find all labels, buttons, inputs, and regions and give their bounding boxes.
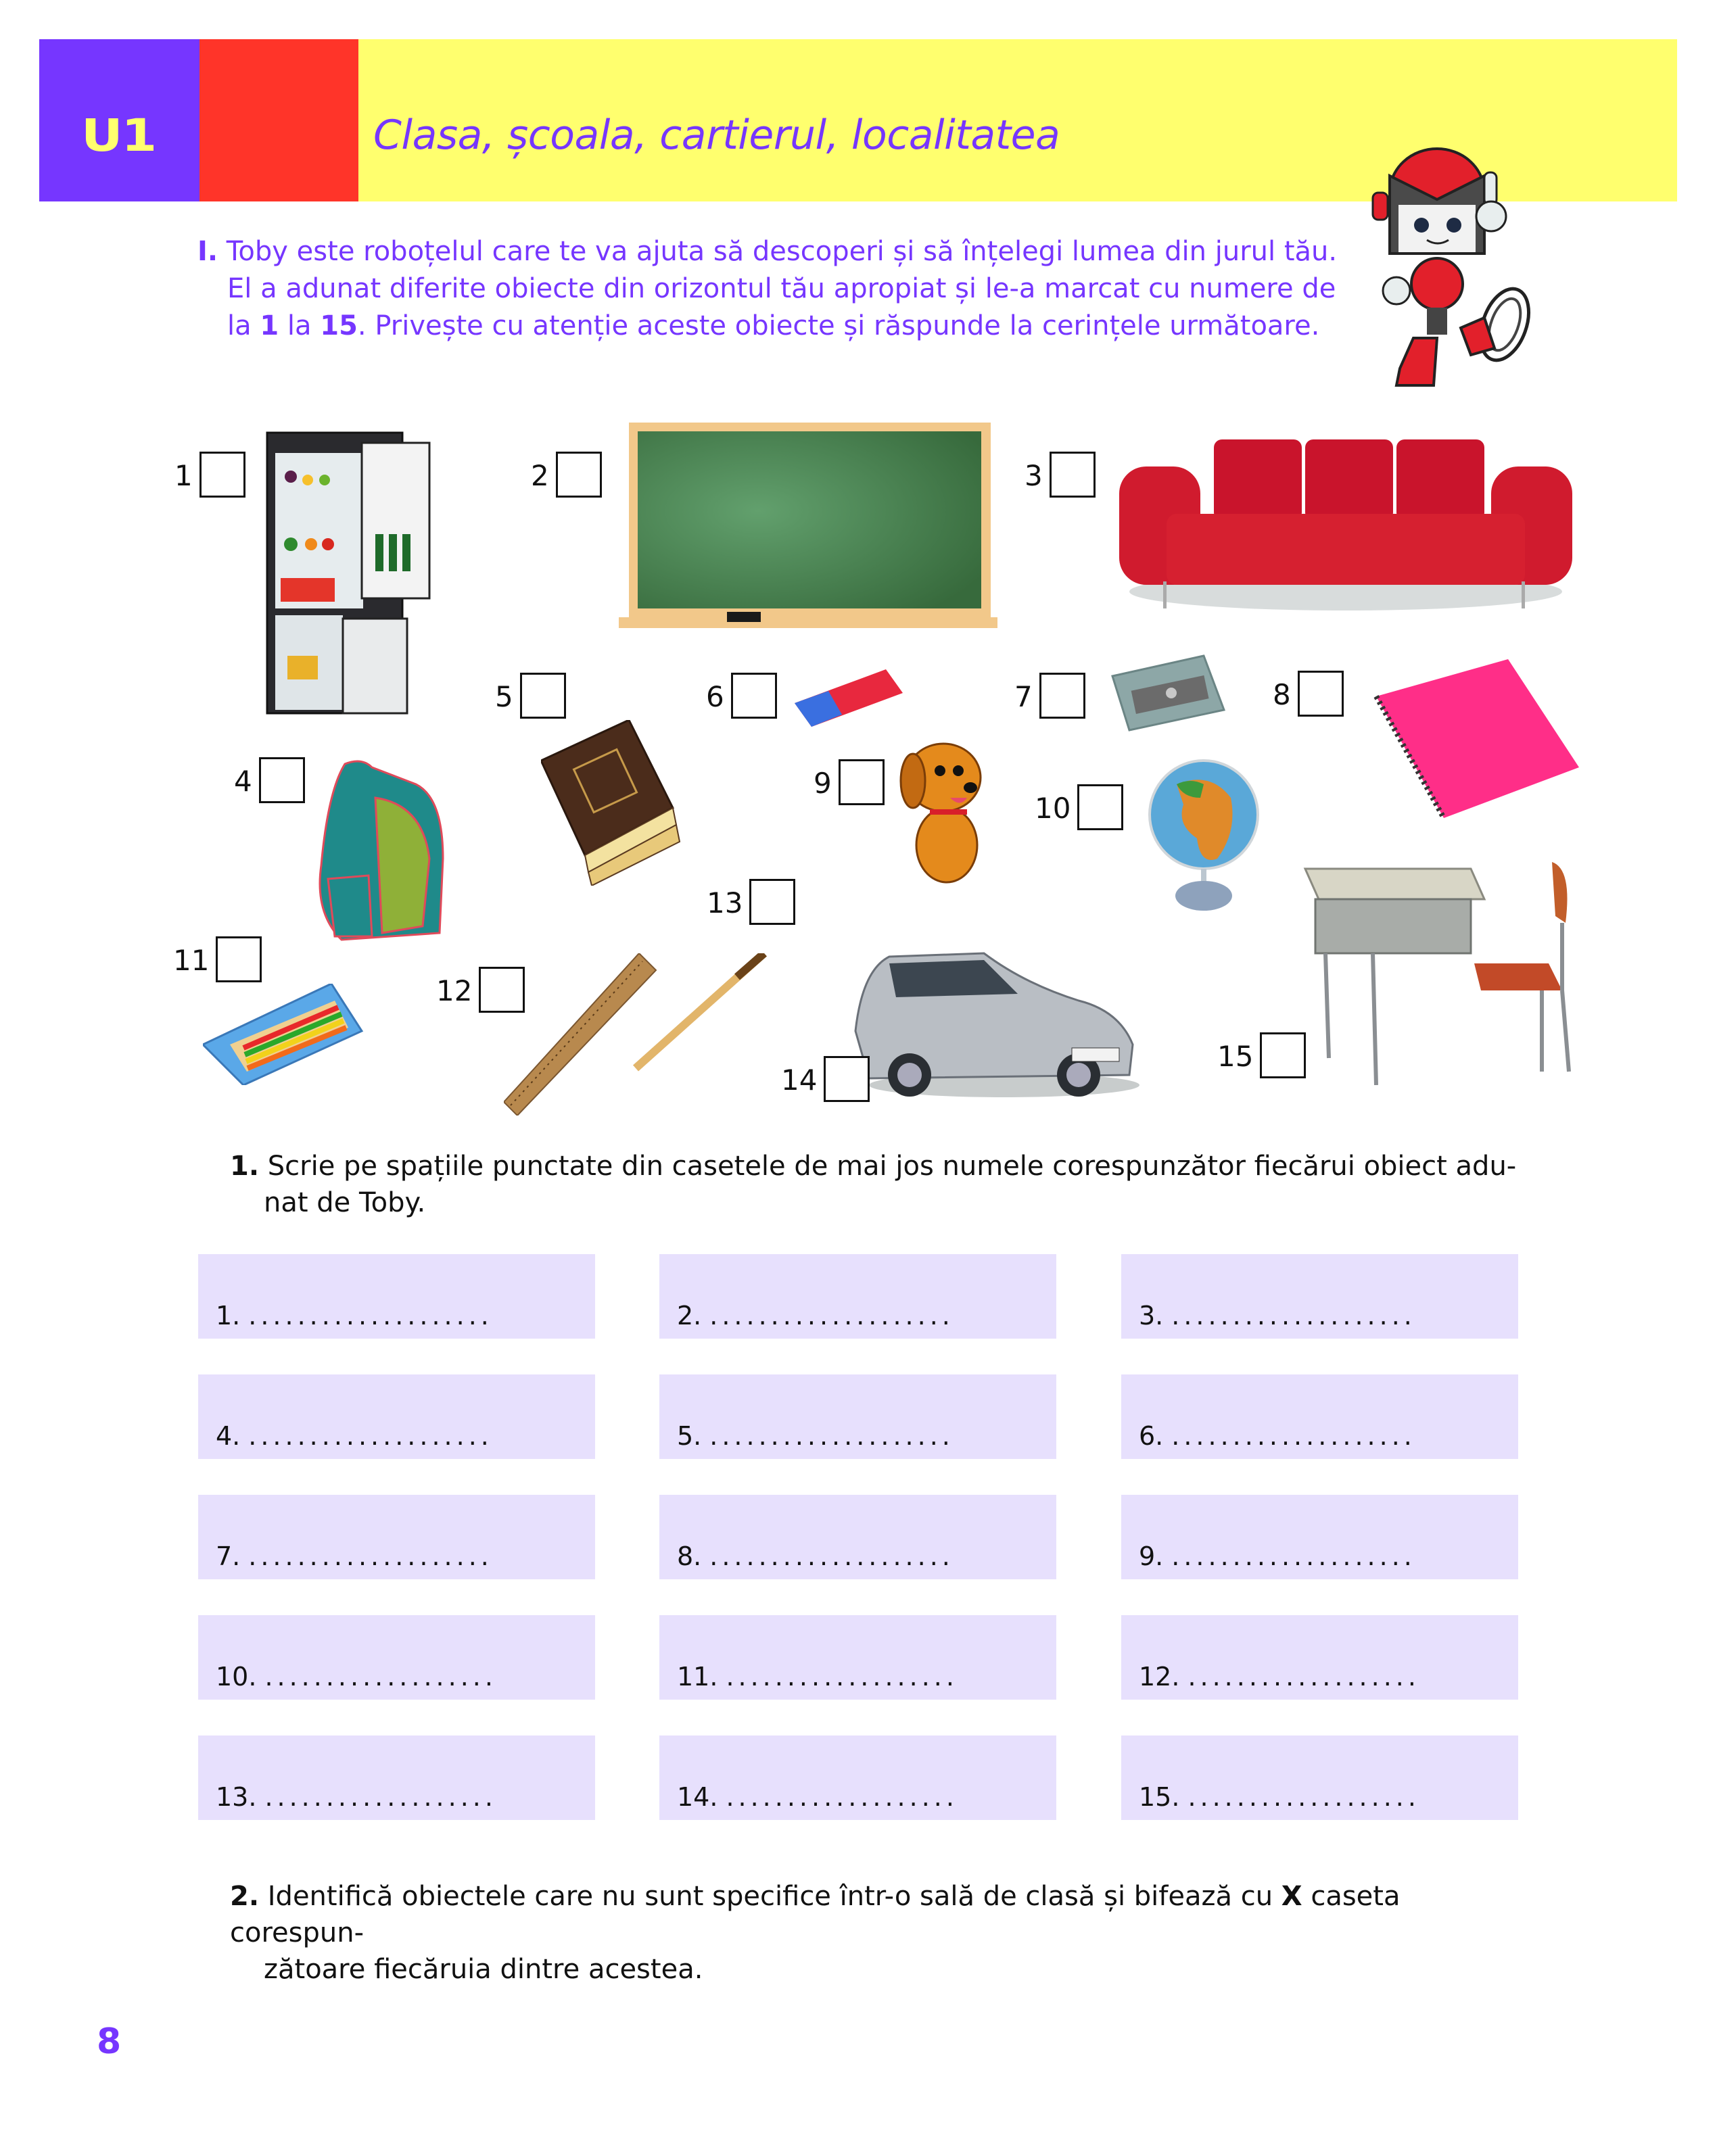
object-number: 7 bbox=[1014, 680, 1033, 713]
object-3-checkbox-group bbox=[1025, 452, 1096, 500]
object-number: 9 bbox=[814, 767, 832, 800]
object-10-checkbox-group bbox=[1035, 784, 1123, 833]
chapter-title: Clasa, școala, cartierul, localitatea bbox=[373, 112, 1060, 159]
answer-field-5[interactable]: 5. .................... bbox=[659, 1374, 1056, 1459]
object-10-checkbox[interactable] bbox=[1077, 784, 1123, 830]
school-desk-icon bbox=[1298, 855, 1582, 1085]
chalkboard-icon bbox=[619, 419, 1004, 636]
object-14-checkbox-group bbox=[781, 1056, 870, 1105]
answer-field-12[interactable]: 12. ................... bbox=[1121, 1615, 1518, 1700]
object-1-checkbox-group bbox=[174, 452, 245, 500]
object-number: 3 bbox=[1025, 459, 1043, 492]
accent-block bbox=[199, 39, 358, 201]
pencil-case-icon bbox=[203, 984, 365, 1085]
object-15-checkbox[interactable] bbox=[1260, 1032, 1306, 1078]
object-4-checkbox-group bbox=[234, 757, 305, 806]
object-13-checkbox-group bbox=[707, 879, 795, 928]
object-3-checkbox[interactable] bbox=[1050, 452, 1096, 498]
ruler-and-pencil-icon bbox=[504, 953, 774, 1116]
answer-field-6[interactable]: 6. .................... bbox=[1121, 1374, 1518, 1459]
object-number: 5 bbox=[495, 680, 513, 713]
object-number: 4 bbox=[234, 765, 252, 798]
object-6-checkbox-group bbox=[706, 673, 777, 721]
object-11-checkbox[interactable] bbox=[216, 936, 262, 982]
answer-field-14[interactable]: 14. ................... bbox=[659, 1735, 1056, 1820]
answer-field-15[interactable]: 15. ................... bbox=[1121, 1735, 1518, 1820]
car-icon bbox=[849, 943, 1146, 1099]
notebook-icon bbox=[1369, 659, 1579, 821]
object-14-checkbox[interactable] bbox=[824, 1056, 870, 1102]
answer-field-13[interactable]: 13. ................... bbox=[198, 1735, 595, 1820]
refrigerator-icon bbox=[260, 426, 436, 720]
task-number: 2. bbox=[230, 1881, 260, 1912]
object-12-checkbox-group bbox=[436, 967, 525, 1015]
object-number: 8 bbox=[1273, 678, 1291, 711]
unit-code: U1 bbox=[81, 110, 156, 162]
task-1-line-1: Scrie pe spațiile punctate din casetele de mai jos numele corespunzător fiecărui obiect adu- bbox=[267, 1151, 1517, 1182]
object-15-checkbox-group bbox=[1217, 1032, 1306, 1081]
page-number: 8 bbox=[97, 2021, 122, 2062]
object-number: 6 bbox=[706, 680, 724, 713]
object-7-checkbox[interactable] bbox=[1039, 673, 1085, 719]
answer-field-4[interactable]: 4. .................... bbox=[198, 1374, 595, 1459]
x-mark-label: X bbox=[1281, 1881, 1302, 1912]
object-13-checkbox[interactable] bbox=[749, 879, 795, 925]
pencil-sharpener-icon bbox=[1109, 652, 1231, 734]
object-12-checkbox[interactable] bbox=[479, 967, 525, 1013]
object-5-checkbox-group bbox=[495, 673, 566, 721]
object-1-checkbox[interactable] bbox=[199, 452, 245, 498]
globe-icon bbox=[1136, 757, 1271, 913]
answer-field-3[interactable]: 3. .................... bbox=[1121, 1254, 1518, 1339]
intro-line-1: Toby este roboțelul care te va ajuta să descoperi și să înțelegi lumea din jurul tău. bbox=[226, 236, 1338, 267]
object-8-checkbox-group bbox=[1273, 671, 1344, 719]
intro-line-3: la 1 la 15. Privește cu atenție aceste obiecte și răspunde la cerințele următoare. bbox=[227, 310, 1320, 341]
object-7-checkbox-group bbox=[1014, 673, 1085, 721]
object-6-checkbox[interactable] bbox=[731, 673, 777, 719]
object-number: 13 bbox=[707, 886, 743, 919]
sofa-icon bbox=[1119, 426, 1572, 622]
object-8-checkbox[interactable] bbox=[1298, 671, 1344, 717]
task-2-line-2: zătoare fiecăruia dintre acestea. bbox=[264, 1954, 703, 1985]
intro-paragraph bbox=[197, 233, 1361, 345]
task-1-line-2: nat de Toby. bbox=[264, 1187, 426, 1218]
eraser-icon bbox=[791, 666, 906, 730]
object-number: 14 bbox=[781, 1063, 818, 1097]
answer-field-10[interactable]: 10. ................... bbox=[198, 1615, 595, 1700]
puppy-icon bbox=[883, 734, 991, 886]
robot-mascot-icon bbox=[1359, 145, 1535, 396]
object-number: 15 bbox=[1217, 1040, 1254, 1073]
answer-field-8[interactable]: 8. .................... bbox=[659, 1495, 1056, 1579]
object-2-checkbox-group bbox=[531, 452, 602, 500]
object-number: 12 bbox=[436, 974, 473, 1007]
object-number: 2 bbox=[531, 459, 549, 492]
object-11-checkbox-group bbox=[173, 936, 262, 985]
object-9-checkbox[interactable] bbox=[839, 759, 885, 805]
books-stack-icon bbox=[541, 720, 690, 886]
answer-field-2[interactable]: 2. .................... bbox=[659, 1254, 1056, 1339]
answer-field-7[interactable]: 7. .................... bbox=[198, 1495, 595, 1579]
answer-field-11[interactable]: 11. ................... bbox=[659, 1615, 1056, 1700]
task-1-instruction bbox=[230, 1148, 1528, 1221]
object-number: 1 bbox=[174, 459, 193, 492]
answer-field-9[interactable]: 9. .................... bbox=[1121, 1495, 1518, 1579]
object-9-checkbox-group bbox=[814, 759, 885, 808]
object-4-checkbox[interactable] bbox=[259, 757, 305, 803]
object-number: 11 bbox=[173, 944, 210, 977]
object-number: 10 bbox=[1035, 792, 1071, 825]
intro-line-2: El a adunat diferite obiecte din orizontul tău apropiat și le-a marcat cu numere de bbox=[227, 273, 1336, 304]
answer-field-1[interactable]: 1. .................... bbox=[198, 1254, 595, 1339]
object-5-checkbox[interactable] bbox=[520, 673, 566, 719]
intro-number: I. bbox=[197, 236, 218, 267]
object-2-checkbox[interactable] bbox=[556, 452, 602, 498]
backpack-icon bbox=[308, 757, 456, 947]
task-2-instruction: 2. Identifică obiectele care nu sunt specifice într-o sală de clasă și bifează cu X caseta corespun- zătoare fiecăruia dintre acestea. bbox=[230, 1878, 1528, 1988]
task-number: 1. bbox=[230, 1151, 260, 1182]
